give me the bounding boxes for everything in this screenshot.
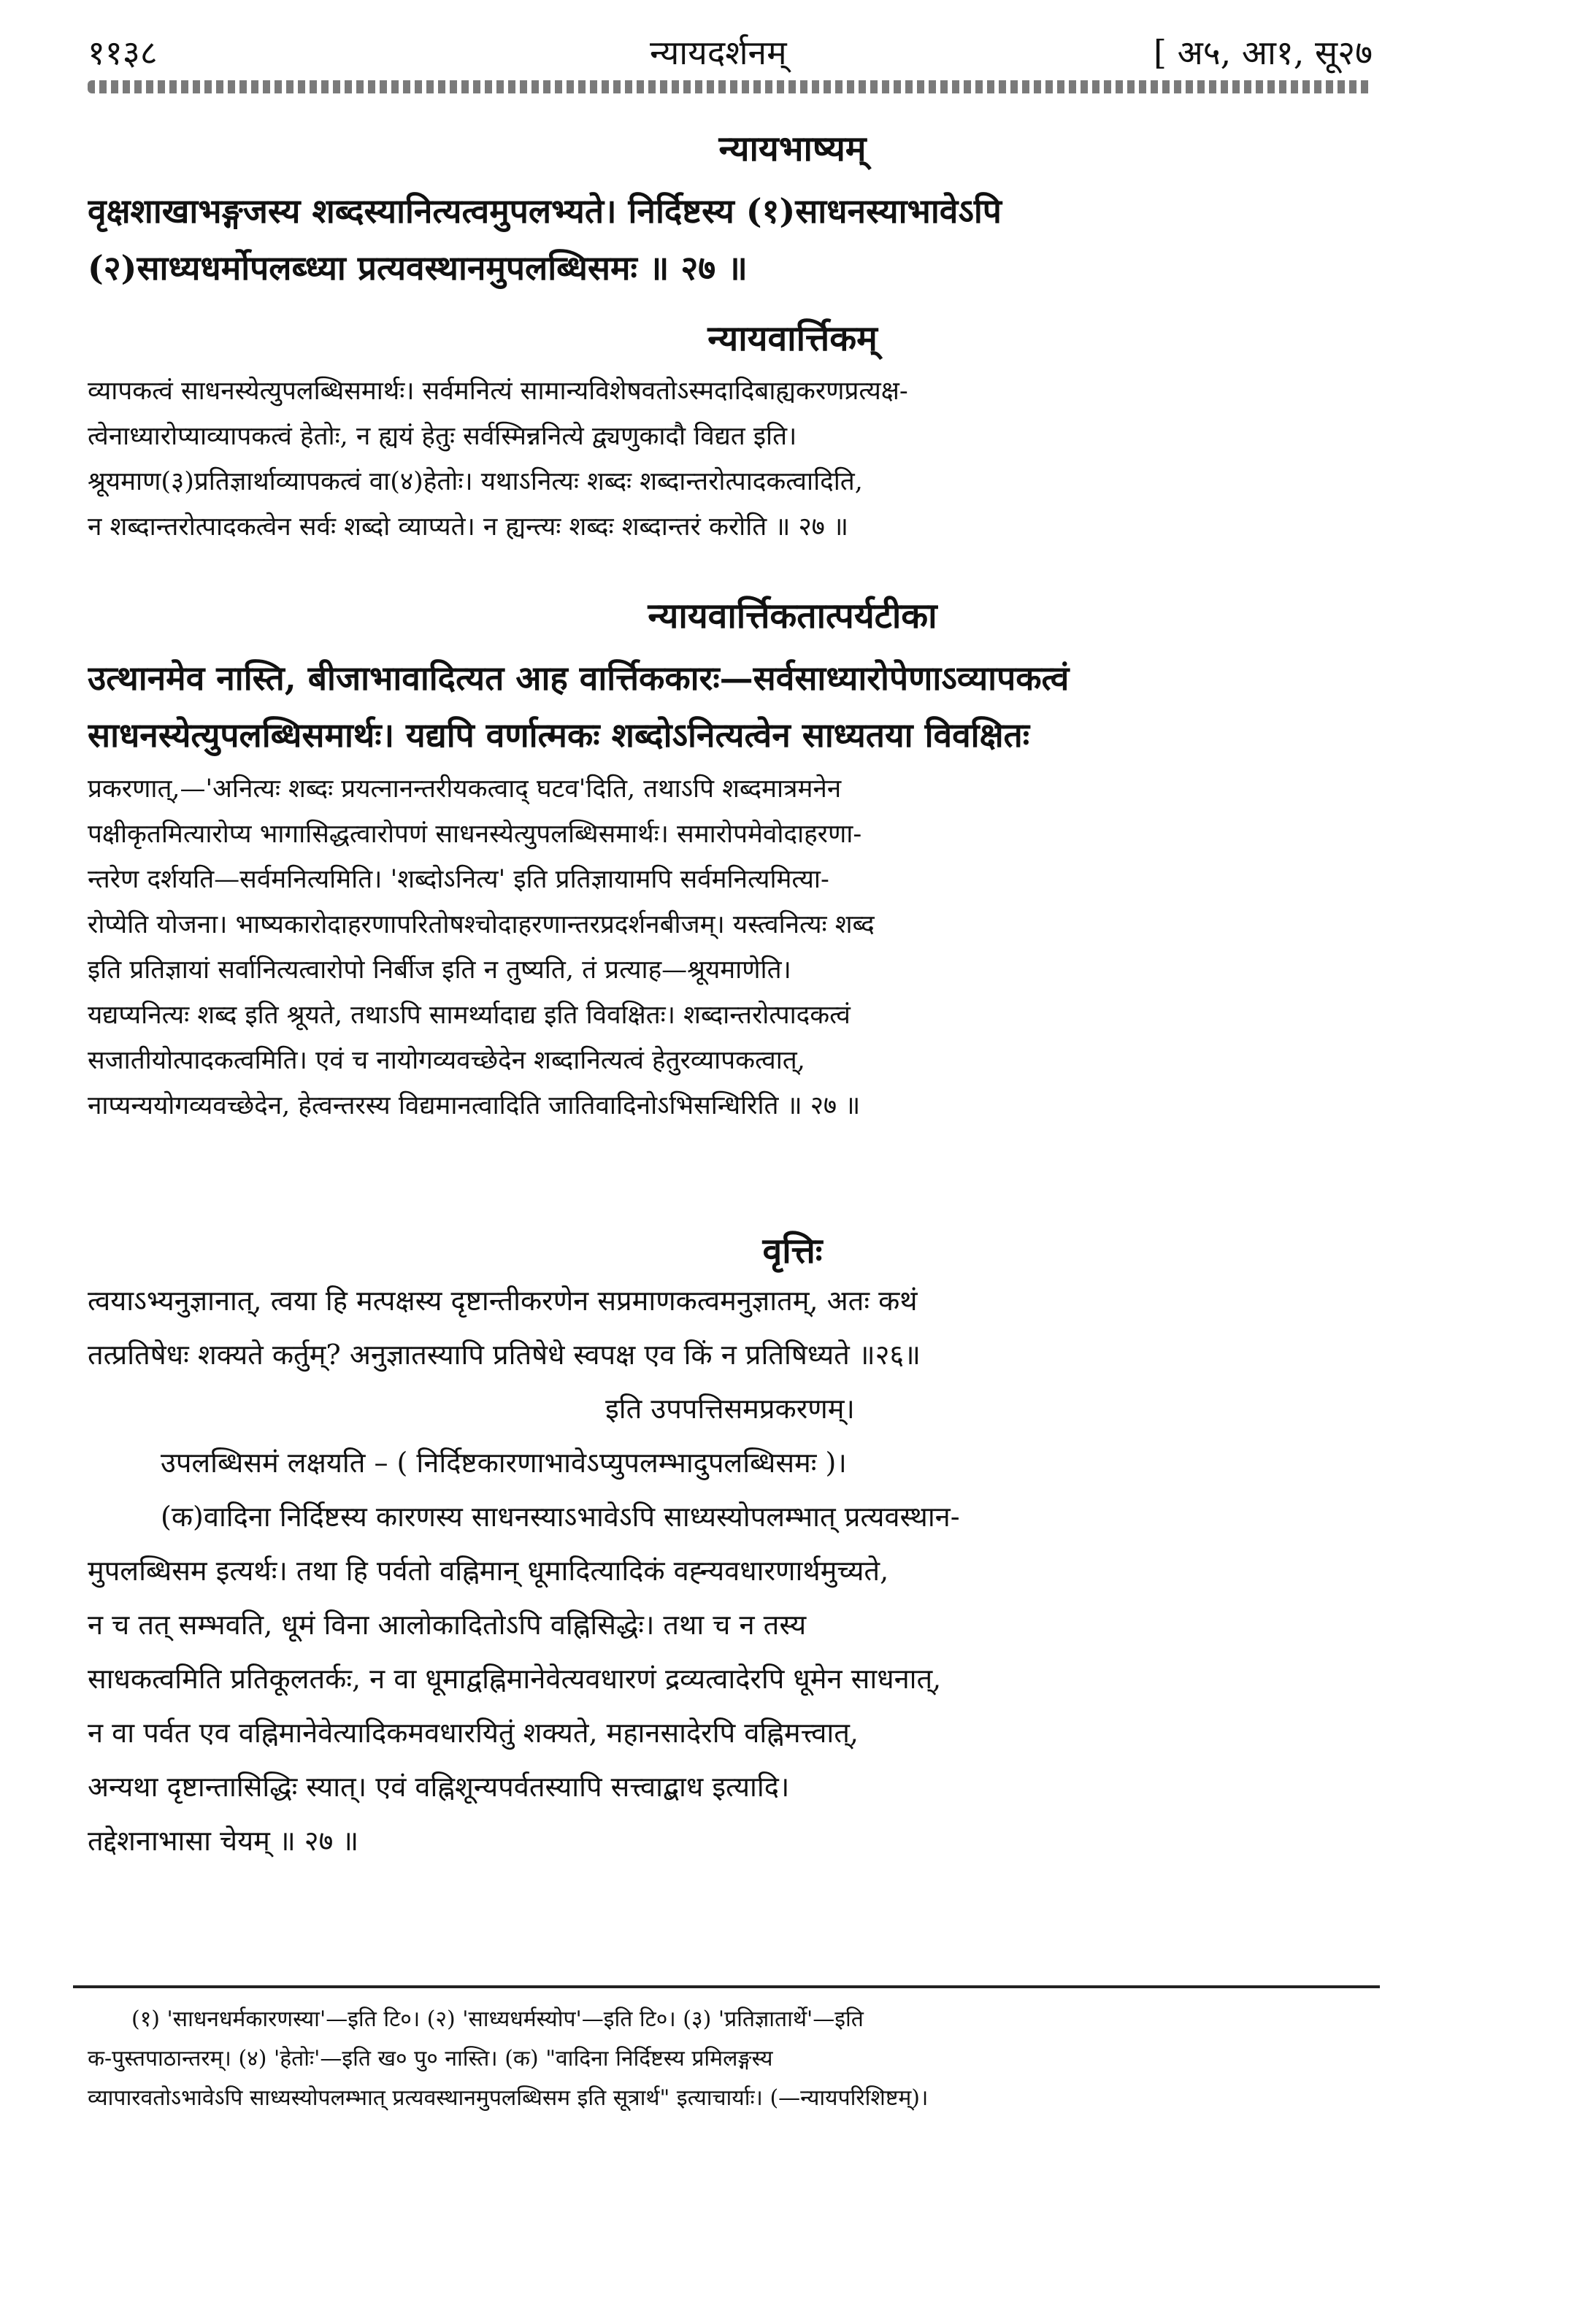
text-line: मुपलब्धिसम इत्यर्थः। तथा हि पर्वतो वह्निमान् धूमादित्यादिकं वह्न्यवधारणार्थमुच्यते,	[88, 1555, 889, 1587]
footnote-line: (१) 'साधनधर्मकारणस्या'—इति टि०। (२) 'साध्यधर्मस्योप'—इति टि०। (३) 'प्रतिज्ञातार्थे'—इति	[131, 2006, 864, 2032]
text-line: त्वयाऽभ्यनुज्ञानात्, त्वया हि मत्पक्षस्य दृष्टान्तीकरणेन सप्रमाणकत्वमनुज्ञातम्, अतः कथं	[88, 1285, 918, 1317]
text-line: नाप्यन्ययोगव्यवच्छेदेन, हेत्वन्तरस्य विद्यमानत्वादिति जातिवादिनोऽभिसन्धिरिति ॥ २७ ॥	[88, 1091, 861, 1120]
varttika-text	[88, 369, 1373, 550]
section-colophon: इति उपपत्तिसमप्रकरणम्।	[605, 1393, 855, 1425]
text-line: साधनस्येत्युपलब्धिसमार्थः। यद्यपि वर्णात्मकः शब्दोऽनित्यत्वेन साध्यतया विवक्षितः	[88, 715, 1030, 755]
vritti-heading: वृत्तिः	[762, 1231, 823, 1271]
vritti-text	[88, 1274, 1373, 1868]
text-line: साधकत्वमिति प्रतिकूलतर्कः, न वा धूमाद्वह्निमानेवेत्यवधारणं द्रव्यत्वादेरपि धूमेन साधनात्,	[88, 1663, 942, 1695]
text-line: इति प्रतिज्ञायां सर्वानित्यत्वारोपो निर्बीज इति न तुष्यति, तं प्रत्याह—श्रूयमाणेति।	[88, 955, 791, 985]
text-line: न शब्दान्तरोत्पादकत्वेन सर्वः शब्दो व्याप्यते। न ह्यन्त्यः शब्दः शब्दान्तरं करोति ॥ २७ ॥	[88, 512, 848, 542]
header-divider	[88, 80, 1373, 93]
text-line: प्रकरणात्,—'अनित्यः शब्दः प्रयत्नानन्तरीयकत्वाद् घटव'दिति, तथाऽपि शब्दमात्रमनेन	[88, 774, 842, 804]
footnotes	[88, 2000, 1373, 2118]
footnote-rule	[73, 1985, 1380, 1988]
footnote-line: व्यापारवतोऽभावेऽपि साध्यस्योपलम्भात् प्रत्यवस्थानमुपलब्धिसम इति सूत्रार्थ" इत्याचार्याः। (—न्यायपरिशिष्टम्)।	[88, 2085, 929, 2111]
text-line: त्वेनाध्यारोप्याव्यापकत्वं हेतोः, न ह्ययं हेतुः सर्वस्मिन्ननित्ये द्व्यणुकादौ विद्यत इति।	[88, 422, 797, 451]
section-reference: [ अ५, आ१, सू२७	[1154, 33, 1373, 72]
footnote-line: क-पुस्तपाठान्तरम्। (४) 'हेतोः'—इति ख० पु० नास्ति। (क) "वादिना निर्दिष्टस्य प्रमिलङ्गस्य	[88, 2046, 773, 2071]
text-line: तत्प्रतिषेधः शक्यते कर्तुम्? अनुज्ञातस्यापि प्रतिषेधे स्वपक्ष एव किं न प्रतिषिध्यते ॥२६॥	[88, 1339, 921, 1371]
text-line: तद्देशनाभासा चेयम् ॥ २७ ॥	[88, 1825, 359, 1857]
varttika-heading: न्यायवार्त्तिकम्	[707, 318, 878, 359]
bhashya-heading: न्यायभाष्यम्	[718, 128, 867, 169]
text-line: अन्यथा दृष्टान्तासिद्धिः स्यात्। एवं वह्निशून्यपर्वतस्यापि सत्त्वाद्बाध इत्यादि।	[88, 1771, 790, 1803]
text-line: (क)वादिना निर्दिष्टस्य कारणस्य साधनस्याऽभावेऽपि साध्यस्योपलम्भात् प्रत्यवस्थान-	[161, 1501, 960, 1533]
text-line: सजातीयोत्पादकत्वमिति। एवं च नायोगव्यवच्छेदेन शब्दानित्यत्वं हेतुरव्यापकत्वात्,	[88, 1046, 805, 1075]
bhashya-text	[88, 182, 1373, 296]
text-line: न वा पर्वत एव वह्निमानेवेत्यादिकमवधारयितुं शक्यते, महानसादेरपि वह्निमत्त्वात्,	[88, 1717, 859, 1749]
text-line: रोप्येति योजना। भाष्यकारोदाहरणापरितोषश्चोदाहरणान्तरप्रदर्शनबीजम्। यस्त्वनित्यः शब्द	[88, 910, 875, 939]
text-line: पक्षीकृतमित्यारोप्य भागासिद्धत्वारोपणं साधनस्येत्युपलब्धिसमार्थः। समारोपमेवोदाहरणा-	[88, 820, 862, 849]
tika-heading: न्यायवार्त्तिकतात्पर्यटीका	[648, 596, 937, 636]
running-header	[88, 22, 1373, 73]
running-title: न्यायदर्शनम्	[650, 33, 787, 72]
definition-line: उपलब्धिसमं लक्षयति – ( निर्दिष्टकारणाभावेऽप्युपलम्भादुपलब्धिसमः )।	[161, 1447, 847, 1479]
text-line: उत्थानमेव नास्ति, बीजाभावादित्यत आह वार्त्तिककारः—सर्वसाध्यारोपेणाऽव्यापकत्वं	[88, 658, 1070, 698]
tika-bold-text	[88, 650, 1373, 763]
text-line: यद्यप्यनित्यः शब्द इति श्रूयते, तथाऽपि सामर्थ्यादाद्य इति विवक्षितः। शब्दान्तरोत्पादकत्वं	[88, 1001, 851, 1030]
text-line: (२)साध्यधर्मोपलब्ध्या प्रत्यवस्थानमुपलब्धिसमः ॥ २७ ॥	[88, 248, 748, 288]
page-number: ११३८	[88, 33, 158, 72]
text-line: न्तरेण दर्शयति—सर्वमनित्यमिति। 'शब्दोऽनित्य' इति प्रतिज्ञायामपि सर्वमनित्यमित्या-	[88, 865, 829, 894]
text-line: वृक्षशाखाभङ्गजस्य शब्दस्यानित्यत्वमुपलभ्यते। निर्दिष्टस्य (१)साधनस्याभावेऽपि	[88, 191, 1002, 231]
text-line: न च तत् सम्भवति, धूमं विना आलोकादितोऽपि वह्निसिद्धेः। तथा च न तस्य	[88, 1609, 807, 1641]
text-line: श्रूयमाण(३)प्रतिज्ञार्थाव्यापकत्वं वा(४)हेतोः। यथाऽनित्यः शब्दः शब्दान्तरोत्पादकत्वादिति,	[88, 467, 863, 496]
text-line: व्यापकत्वं साधनस्येत्युपलब्धिसमार्थः। सर्वमनित्यं सामान्यविशेषवतोऽस्मदादिबाह्यकरणप्रत्यक्ष-	[88, 377, 908, 406]
tika-text	[88, 766, 1373, 1128]
